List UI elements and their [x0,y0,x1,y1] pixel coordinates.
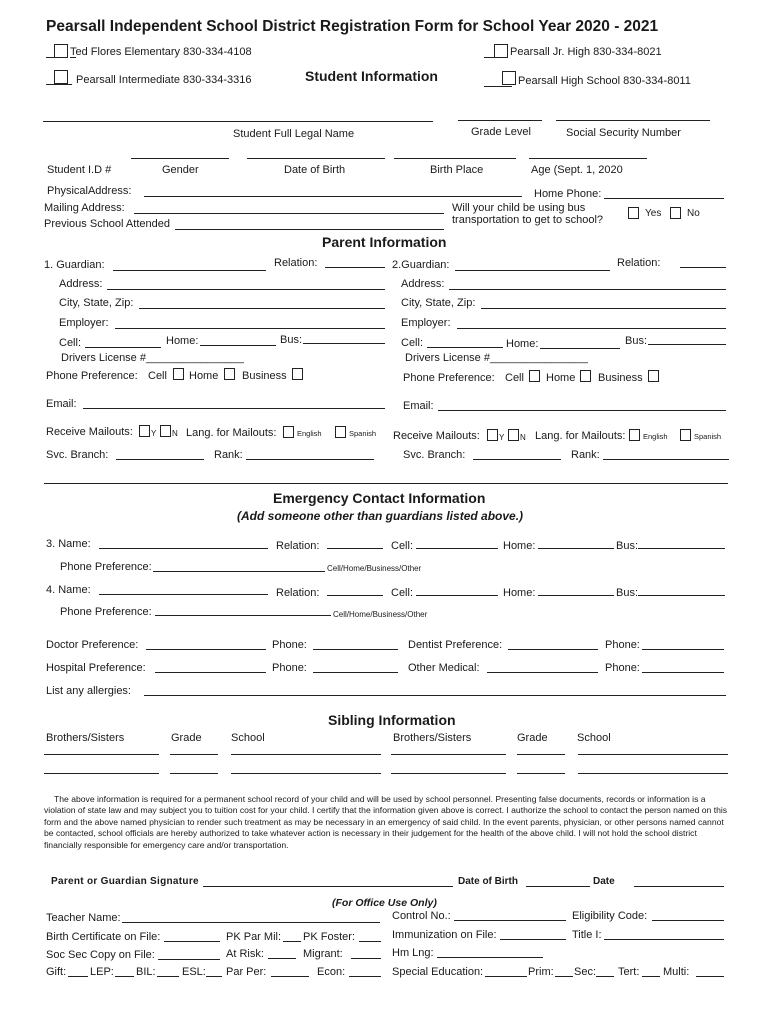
office-heading: (For Office Use Only) [332,897,437,909]
g1-city-line[interactable] [139,308,385,309]
g2-pp-cell-checkbox[interactable] [529,370,540,382]
hospital-phone-line[interactable] [313,672,398,673]
contact4-name-label: 4. Name: [46,584,91,596]
guardian2-relation-line[interactable] [680,267,726,268]
pk-par-line[interactable] [283,941,301,942]
g2-mailouts-y-checkbox[interactable] [487,429,498,441]
hospital-label: Hospital Preference: [46,662,146,674]
g1-english-checkbox[interactable] [283,426,294,438]
g1-employer-line[interactable] [115,328,385,329]
ted-flores-checkbox[interactable] [54,44,68,58]
soc-sec-line[interactable] [158,959,220,960]
bil-label: BIL: [136,966,156,978]
teacher-line[interactable] [122,922,380,923]
contact4-phone-pref-line[interactable] [155,615,331,616]
g1-pp-home: Home [189,370,219,382]
g2-lang-label: Lang. for Mailouts: [535,430,626,442]
sibling-grade-label-2: Grade [517,732,548,744]
prim-line[interactable] [555,976,573,977]
guardian2-line[interactable] [455,270,610,271]
doctor-phone-label: Phone: [272,639,307,651]
g2-pp-business-checkbox[interactable] [648,370,659,382]
dob-label: Date of Birth [284,164,346,176]
bus-question-2: transportation to get to school? [452,214,604,226]
sibling-line[interactable] [170,754,218,755]
grade-level-label: Grade Level [471,126,531,138]
contact3-phone-pref-line[interactable] [153,571,325,572]
high-school-checkbox[interactable] [502,71,516,85]
hm-lng-line[interactable] [437,957,543,958]
hm-lng-label: Hm Lng: [392,947,434,959]
g1-bus-line[interactable] [303,343,385,344]
prim-label: Prim: [528,966,554,978]
sibling-line[interactable] [170,773,218,774]
g1-rank-line[interactable] [246,459,374,460]
contact3-bus-line[interactable] [638,548,725,549]
contact3-cell-label: Cell: [391,540,414,552]
sig-dob-line[interactable] [526,886,590,887]
home-phone-line[interactable] [604,198,724,199]
sibling-school-label-2: School [577,732,611,744]
g2-pp-home: Home [546,372,576,384]
lep-label: LEP: [90,966,114,978]
disclaimer-text: The above information is required for a permanent school record of your child and will be used by school personnel. Presenting false documents, records or information is a violation of state law and may subject you to tuition cost for your child. I certify that the information given above is correct. I authorize the school to contact the person named on this form and the above named physician to render such treatment as may be necessary in an emergency of said child. In the event parents, physician, or other persons named cannot be contacted, school officials are hereby authorized to take whatever action is necessary in their judgement for the health of the above child. I will not hold the school district financially responsible for emergency care and/or transportation. [44,794,728,850]
sibling-grade-label-1: Grade [171,732,202,744]
migrant-line[interactable] [351,958,381,959]
contact4-cell-label: Cell: [391,587,414,599]
esl-line[interactable] [206,976,222,977]
age-line[interactable] [529,158,647,159]
pearsall-jr-label: Pearsall Jr. High 830-334-8021 [510,46,662,58]
contact3-cell-line[interactable] [416,548,498,549]
g1-address-line[interactable] [107,289,385,290]
gender-line[interactable] [131,158,229,159]
contact3-name-line[interactable] [99,548,268,549]
immunization-label: Immunization on File: [392,929,497,941]
sibling-line[interactable] [578,773,728,774]
g1-mailouts-n-checkbox[interactable] [160,425,171,437]
home-phone-label: Home Phone: [534,188,602,200]
soc-sec-label: Soc Sec Copy on File: [46,949,155,961]
contact4-home-label: Home: [503,587,536,599]
allergies-label: List any allergies: [46,685,131,697]
sibling-line[interactable] [391,754,506,755]
g1-mailouts-y: Y [151,429,157,438]
g2-address-label: Address: [401,278,445,290]
gift-line[interactable] [68,976,88,977]
emergency-subheading: (Add someone other than guardians listed above.) [237,509,524,523]
full-name-label: Student Full Legal Name [233,128,355,140]
hospital-phone-label: Phone: [272,662,307,674]
pk-foster-label: PK Foster: [303,931,355,943]
gender-label: Gender [162,164,199,176]
g2-phone-pref-label: Phone Preference: [403,372,495,384]
other-phone-line[interactable] [642,672,724,673]
sibling-line[interactable] [231,773,381,774]
g2-spanish: Spanish [694,432,722,441]
multi-label: Multi: [663,966,690,978]
sibling-school-label-1: School [231,732,265,744]
sig-date-label: Date [593,876,615,887]
contact4-relation-label: Relation: [276,587,320,599]
g1-english: English [297,429,322,438]
g2-mailouts-n-checkbox[interactable] [508,429,519,441]
sig-date-line[interactable] [634,886,724,887]
grade-level-line[interactable] [458,120,542,121]
g2-city-label: City, State, Zip: [401,297,476,309]
bus-no-checkbox[interactable] [670,207,681,219]
doctor-label: Doctor Preference: [46,639,139,651]
special-ed-line[interactable] [485,976,527,977]
sibling-line[interactable] [517,754,565,755]
other-medical-line[interactable] [487,672,598,673]
other-medical-label: Other Medical: [408,662,480,674]
intermediate-checkbox[interactable] [54,70,68,84]
parent-info-heading: Parent Information [322,234,447,250]
contact4-phone-pref-label: Phone Preference: [60,606,152,618]
g1-email-line[interactable] [83,408,385,409]
g2-bus-line[interactable] [648,344,726,345]
migrant-label: Migrant: [303,948,343,960]
contact3-name-label: 3. Name: [46,538,91,550]
physical-address-line[interactable] [144,196,522,197]
eligibility-line[interactable] [652,920,724,921]
g2-employer-line[interactable] [457,328,726,329]
guardian1-relation-label: Relation: [274,257,318,269]
previous-school-line[interactable] [175,229,444,230]
control-line[interactable] [454,920,566,921]
doctor-phone-line[interactable] [313,649,398,650]
dentist-phone-label: Phone: [605,639,640,651]
g1-mailouts-n: N [172,429,178,438]
birth-cert-line[interactable] [164,941,220,942]
g1-cell-label: Cell: [59,337,82,349]
sibling-line[interactable] [44,754,159,755]
bus-no-label: No [687,208,700,219]
contact3-home-line[interactable] [538,548,614,549]
g1-phone-pref-label: Phone Preference: [46,370,138,382]
lep-line[interactable] [115,976,134,977]
sec-line[interactable] [596,976,614,977]
at-risk-line[interactable] [268,958,296,959]
g1-bus-label: Bus: [280,334,303,346]
g1-rank-label: Rank: [214,449,243,461]
contact4-relation-line[interactable] [327,595,383,596]
g1-svc-label: Svc. Branch: [46,449,109,461]
g2-svc-line[interactable] [473,459,561,460]
guardian1-label: 1. Guardian: [44,259,105,271]
g1-city-label: City, State, Zip: [59,297,134,309]
contact3-phone-pref-label: Phone Preference: [60,561,152,573]
immunization-line[interactable] [500,939,566,940]
birth-cert-label: Birth Certificate on File: [46,931,161,943]
guardian2-relation-label: Relation: [617,257,661,269]
sibling-brothers-label-2: Brothers/Sisters [393,732,472,744]
contact3-home-label: Home: [503,540,536,552]
tert-label: Tert: [618,966,640,978]
contact3-relation-line[interactable] [327,548,383,549]
g2-home-label: Home: [506,338,539,350]
g1-pp-home-checkbox[interactable] [224,368,235,380]
ted-flores-label: Ted Flores Elementary 830-334-4108 [70,46,252,58]
at-risk-label: At Risk: [226,948,264,960]
birth-place-label: Birth Place [430,164,484,176]
sibling-line[interactable] [391,773,506,774]
signature-line[interactable] [203,886,453,887]
g1-pp-cell-checkbox[interactable] [173,368,184,380]
student-info-heading: Student Information [305,68,438,84]
physical-address-label: PhysicalAddress: [47,185,132,197]
g1-spanish: Spanish [349,429,377,438]
control-label: Control No.: [392,910,451,922]
dentist-label: Dentist Preference: [408,639,503,651]
contact4-home-line[interactable] [538,595,614,596]
doctor-line[interactable] [146,649,266,650]
guardian2-label: 2.Guardian: [392,259,450,271]
g2-drivers-license[interactable]: Drivers License #________________ [405,352,588,364]
dentist-phone-line[interactable] [642,649,724,650]
g2-home-line[interactable] [540,348,620,349]
hospital-line[interactable] [155,672,266,673]
dentist-line[interactable] [508,649,598,650]
section-divider [44,483,728,484]
g1-address-label: Address: [59,278,103,290]
contact4-name-line[interactable] [99,594,268,595]
g2-city-line[interactable] [481,308,726,309]
contact4-bus-line[interactable] [638,595,725,596]
g1-employer-label: Employer: [59,317,109,329]
g2-rank-line[interactable] [603,459,729,460]
pk-foster-line[interactable] [359,941,381,942]
other-phone-label: Phone: [605,662,640,674]
signature-label: Parent or Guardian Signature [51,876,199,887]
sibling-heading: Sibling Information [328,712,456,728]
g2-english-checkbox[interactable] [629,429,640,441]
teacher-label: Teacher Name: [46,912,121,924]
sibling-line[interactable] [517,773,565,774]
student-id-label: Student I.D # [47,164,112,176]
g2-address-line[interactable] [449,289,726,290]
guardian1-relation-line[interactable] [325,267,385,268]
ssn-label: Social Security Number [566,127,681,139]
birth-place-line[interactable] [394,158,516,159]
g2-cell-label: Cell: [401,337,424,349]
g2-spanish-checkbox[interactable] [680,429,691,441]
multi-line[interactable] [696,976,724,977]
g2-mailouts-y: Y [499,433,505,442]
econ-label: Econ: [317,966,346,978]
tert-line[interactable] [642,976,660,977]
g2-email-line[interactable] [438,410,726,411]
gift-label: Gift: [46,966,67,978]
contact4-options: Cell/Home/Business/Other [333,610,428,619]
g2-pp-home-checkbox[interactable] [580,370,591,382]
g2-email-label: Email: [403,400,434,412]
g1-pp-cell: Cell [148,370,167,382]
g1-pp-business: Business [242,370,287,382]
g1-drivers-license[interactable]: Drivers License #________________ [61,352,244,364]
emergency-heading: Emergency Contact Information [273,490,486,506]
form-title: Pearsall Independent School District Registration Form for School Year 2020 - 2021 [46,18,659,35]
pk-par-label: PK Par Mil: [226,931,282,943]
sibling-brothers-label-1: Brothers/Sisters [46,732,125,744]
bus-yes-label: Yes [645,208,662,219]
par-per-line[interactable] [271,976,309,977]
g1-home-label: Home: [166,335,199,347]
mailing-address-label: Mailing Address: [44,202,125,214]
g2-bus-label: Bus: [625,335,648,347]
g2-mailouts-label: Receive Mailouts: [393,430,480,442]
sig-dob-label: Date of Birth [458,876,518,887]
contact3-options: Cell/Home/Business/Other [327,564,422,573]
g1-spanish-checkbox[interactable] [335,426,346,438]
previous-school-label: Previous School Attended [44,218,170,230]
g2-pp-business: Business [598,372,643,384]
sibling-line[interactable] [578,754,728,755]
econ-line[interactable] [349,976,381,977]
mailing-address-line[interactable] [134,213,444,214]
pearsall-jr-checkbox[interactable] [494,44,508,58]
title1-label: Title I: [572,929,602,941]
esl-label: ESL: [182,966,206,978]
contact3-bus-label: Bus: [616,540,639,552]
g1-svc-line[interactable] [116,459,204,460]
allergies-line[interactable] [144,695,726,696]
bus-yes-checkbox[interactable] [628,207,639,219]
sec-label: Sec: [574,966,597,978]
g1-mailouts-y-checkbox[interactable] [139,425,150,437]
par-per-label: Par Per: [226,966,267,978]
g1-mailouts-label: Receive Mailouts: [46,426,133,438]
g2-employer-label: Employer: [401,317,451,329]
g1-email-label: Email: [46,398,77,410]
bil-line[interactable] [157,976,179,977]
dob-line[interactable] [247,158,385,159]
g2-rank-label: Rank: [571,449,600,461]
g1-lang-label: Lang. for Mailouts: [186,427,277,439]
g2-svc-label: Svc. Branch: [403,449,466,461]
age-label: Age (Sept. 1, 2020 [531,164,623,176]
contact4-cell-line[interactable] [416,595,498,596]
ssn-line[interactable] [556,120,710,121]
intermediate-label: Pearsall Intermediate 830-334-3316 [76,74,252,86]
contact4-bus-label: Bus: [616,587,639,599]
student-name-line[interactable] [43,121,433,122]
g1-home-line[interactable] [200,345,276,346]
g2-cell-line[interactable] [427,347,503,348]
special-ed-label: Special Education: [392,966,484,978]
title1-line[interactable] [604,939,724,940]
contact3-relation-label: Relation: [276,540,320,552]
g2-mailouts-n: N [520,433,526,442]
bus-question-1: Will your child be using bus [452,202,586,214]
g2-english: English [643,432,668,441]
sibling-line[interactable] [231,754,381,755]
eligibility-label: Eligibility Code: [572,910,648,922]
high-school-label: Pearsall High School 830-334-8011 [518,75,691,87]
g1-pp-business-checkbox[interactable] [292,368,303,380]
g1-cell-line[interactable] [85,347,161,348]
guardian1-line[interactable] [113,270,266,271]
sibling-line[interactable] [44,773,159,774]
g2-pp-cell: Cell [505,372,524,384]
